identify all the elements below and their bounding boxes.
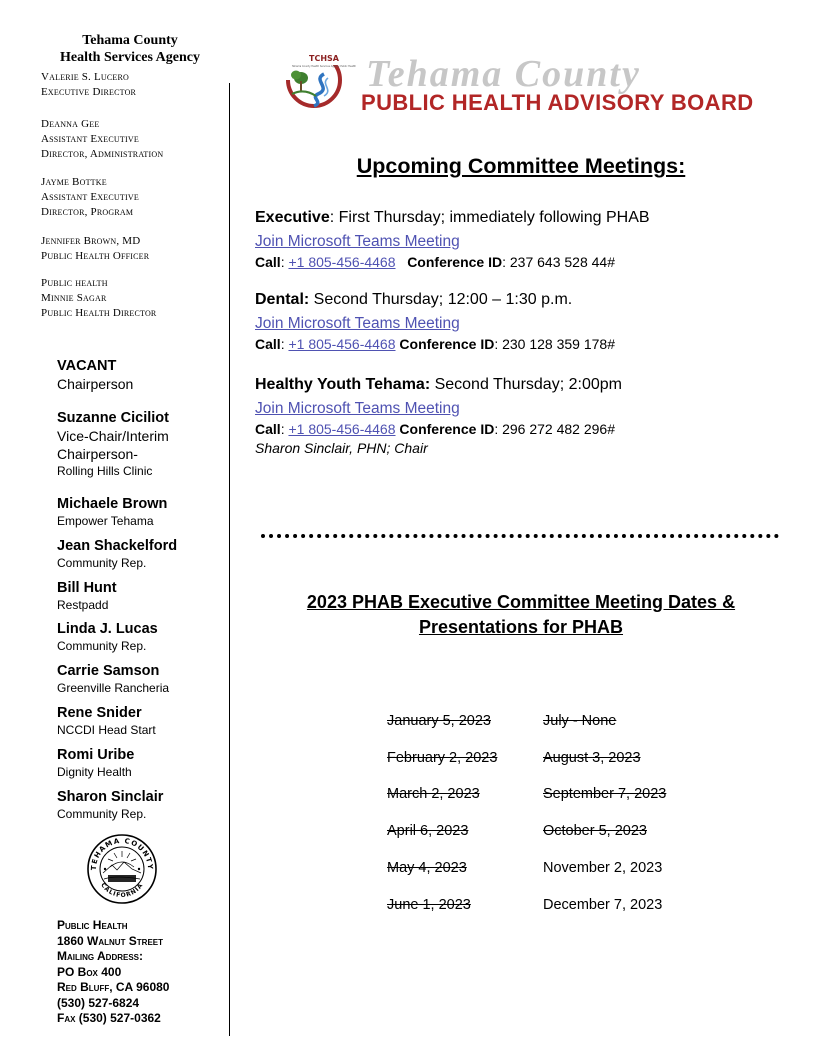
committee-schedule: Second Thursday; 2:00pm bbox=[430, 376, 622, 393]
page-title: Upcoming Committee Meetings: bbox=[356, 154, 686, 178]
address-line: 1860 Walnut Street bbox=[57, 933, 164, 948]
board-member bbox=[57, 746, 227, 780]
committee-heading bbox=[255, 288, 785, 312]
conference-id-label: Conference ID bbox=[399, 336, 495, 352]
call-label: Call bbox=[255, 421, 281, 437]
teams-meeting-link[interactable]: Join Microsoft Teams Meeting bbox=[255, 400, 460, 417]
meeting-date: November 2, 2023 bbox=[543, 860, 663, 876]
member-name: Linda J. Lucas bbox=[57, 621, 158, 637]
sidebar bbox=[0, 0, 230, 1056]
member-name: Sharon Sinclair bbox=[57, 789, 164, 805]
teams-meeting-link[interactable]: Join Microsoft Teams Meeting bbox=[255, 315, 460, 332]
member-role: Chairperson bbox=[57, 376, 134, 392]
call-info: Call: +1 805-456-4468 Conference ID: 230 128 359 178# bbox=[255, 336, 615, 352]
staff-line: Deanna Gee bbox=[41, 118, 100, 130]
sidebar-divider bbox=[229, 83, 230, 1036]
meeting-date: October 5, 2023 bbox=[543, 823, 647, 839]
meeting-date: December 7, 2023 bbox=[543, 897, 663, 913]
address-line: Mailing Address: bbox=[57, 949, 143, 963]
member-name: Rene Snider bbox=[57, 705, 142, 721]
member-name: Carrie Samson bbox=[57, 663, 160, 679]
meeting-date: September 7, 2023 bbox=[543, 786, 667, 802]
board-member bbox=[57, 357, 227, 393]
board-member bbox=[57, 662, 227, 696]
member-org: Dignity Health bbox=[57, 765, 132, 779]
mailing-address bbox=[57, 918, 169, 1027]
member-name: Romi Uribe bbox=[57, 747, 135, 763]
call-info: Call: +1 805-456-4468 Conference ID: 296 272 482 296# bbox=[255, 421, 615, 437]
board-member bbox=[57, 620, 227, 654]
board-member bbox=[57, 495, 227, 529]
staff-line: Director, Program bbox=[41, 206, 134, 218]
meeting-date: February 2, 2023 bbox=[387, 750, 498, 766]
staff-line: Jennifer Brown, MD bbox=[41, 235, 141, 247]
staff-line: Public Health Director bbox=[41, 307, 157, 319]
call-label: Call bbox=[255, 336, 281, 352]
committee-schedule: : First Thursday; immediately following PHAB bbox=[329, 209, 650, 226]
address-line: Fax (530) 527-0362 bbox=[57, 1011, 161, 1025]
member-name: VACANT bbox=[57, 358, 117, 374]
address-line: PO Box 400 bbox=[57, 964, 122, 979]
dates-heading bbox=[255, 590, 787, 640]
board-member bbox=[57, 788, 227, 822]
staff-line: Valerie S. Lucero bbox=[41, 71, 129, 83]
meeting-date: July - None bbox=[543, 713, 617, 729]
board-member bbox=[57, 409, 227, 479]
address-line: Red Bluff, CA 96080 bbox=[57, 980, 170, 994]
phone-link[interactable]: +1 805-456-4468 bbox=[288, 421, 396, 437]
meeting-date: June 1, 2023 bbox=[387, 897, 471, 913]
staff-line: Assistant Executive bbox=[41, 133, 139, 145]
member-org: NCCDI Head Start bbox=[57, 723, 156, 737]
seal-top-text: TEHAMA COUNTY bbox=[89, 836, 155, 871]
seal-bottom-text: CALIFORNIA bbox=[99, 881, 145, 900]
dates-heading-line: 2023 PHAB Executive Committee Meeting Dates & bbox=[306, 592, 736, 612]
meeting-date: March 2, 2023 bbox=[387, 786, 480, 802]
address-line: Public Health bbox=[57, 918, 128, 932]
svg-text:CALIFORNIA bbox=[99, 882, 145, 899]
committee-dental bbox=[255, 288, 785, 354]
staff-line: Assistant Executive bbox=[41, 191, 139, 203]
member-name: Bill Hunt bbox=[57, 580, 117, 596]
section-divider bbox=[261, 534, 779, 538]
agency-title-line: Health Services Agency bbox=[60, 50, 200, 65]
staff-executive-director bbox=[41, 70, 136, 100]
meeting-date: August 3, 2023 bbox=[543, 750, 641, 766]
committee-heading bbox=[255, 373, 785, 397]
phone-link[interactable]: +1 805-456-4468 bbox=[288, 336, 396, 352]
call-label: Call bbox=[255, 254, 281, 270]
member-org: Restpadd bbox=[57, 598, 109, 612]
staff-line: Executive Director bbox=[41, 86, 137, 98]
staff-line: Director, Administration bbox=[41, 148, 164, 160]
conference-id: : 296 272 482 296# bbox=[494, 421, 615, 437]
member-role: Vice-Chair/Interim Chairperson- bbox=[57, 428, 169, 462]
dates-heading-line: Presentations for PHAB bbox=[418, 617, 624, 637]
agency-title-line: Tehama County bbox=[82, 33, 178, 48]
conference-id: : 237 643 528 44# bbox=[502, 254, 615, 270]
committee-name: Dental: bbox=[255, 291, 310, 308]
committee-schedule: Second Thursday; 12:00 – 1:30 p.m. bbox=[309, 291, 573, 308]
call-info: Call: +1 805-456-4468 Conference ID: 237 643 528 44# bbox=[255, 254, 615, 270]
committee-executive bbox=[255, 206, 785, 272]
agency-title bbox=[40, 32, 220, 66]
staff-line: Public health bbox=[41, 277, 108, 289]
county-seal-icon bbox=[86, 833, 158, 905]
phone-link[interactable]: +1 805-456-4468 bbox=[288, 254, 396, 270]
committee-chair-note: Sharon Sinclair, PHN; Chair bbox=[255, 440, 428, 456]
logo-board-text: PUBLIC HEALTH ADVISORY BOARD bbox=[361, 90, 754, 115]
board-member bbox=[57, 704, 227, 738]
member-org: Community Rep. bbox=[57, 807, 147, 821]
meeting-date: May 4, 2023 bbox=[387, 860, 467, 876]
conference-id: : 230 128 359 178# bbox=[494, 336, 615, 352]
member-name: Jean Shackelford bbox=[57, 538, 178, 554]
staff-public-health-director bbox=[41, 276, 156, 321]
member-org: Rolling Hills Clinic bbox=[57, 464, 153, 478]
meeting-date: April 6, 2023 bbox=[387, 823, 469, 839]
address-line: (530) 527-6824 bbox=[57, 995, 140, 1010]
logo-badge-subtext: Tehama County Health Services Agency Public Health bbox=[291, 65, 357, 68]
committee-name: Executive bbox=[255, 209, 330, 226]
staff-line: Minnie Sagar bbox=[41, 292, 107, 304]
committee-name: Healthy Youth Tehama: bbox=[255, 376, 431, 393]
conference-id-label: Conference ID bbox=[407, 254, 503, 270]
member-name: Suzanne Ciciliot bbox=[57, 410, 169, 426]
staff-assistant-director-program bbox=[41, 175, 139, 220]
staff-line: Jayme Bottke bbox=[41, 176, 107, 188]
member-org: Empower Tehama bbox=[57, 514, 154, 528]
committee-healthy-youth-tehama bbox=[255, 373, 785, 458]
conference-id-label: Conference ID bbox=[399, 421, 495, 437]
member-org: Community Rep. bbox=[57, 556, 147, 570]
staff-health-officer bbox=[41, 234, 149, 264]
logo-script-text: Tehama County bbox=[366, 53, 641, 95]
meeting-date: January 5, 2023 bbox=[387, 713, 491, 729]
logo-badge-text: TCHSA bbox=[309, 54, 339, 63]
staff-assistant-director-admin bbox=[41, 117, 163, 162]
staff-line: Public Health Officer bbox=[41, 250, 150, 262]
member-name: Michaele Brown bbox=[57, 496, 168, 512]
tchsa-logo-icon bbox=[284, 48, 357, 112]
member-org: Greenville Rancheria bbox=[57, 681, 170, 695]
teams-meeting-link[interactable]: Join Microsoft Teams Meeting bbox=[255, 233, 460, 250]
member-org: Community Rep. bbox=[57, 639, 147, 653]
board-member bbox=[57, 537, 227, 571]
board-member bbox=[57, 579, 227, 613]
committee-heading bbox=[255, 206, 785, 230]
